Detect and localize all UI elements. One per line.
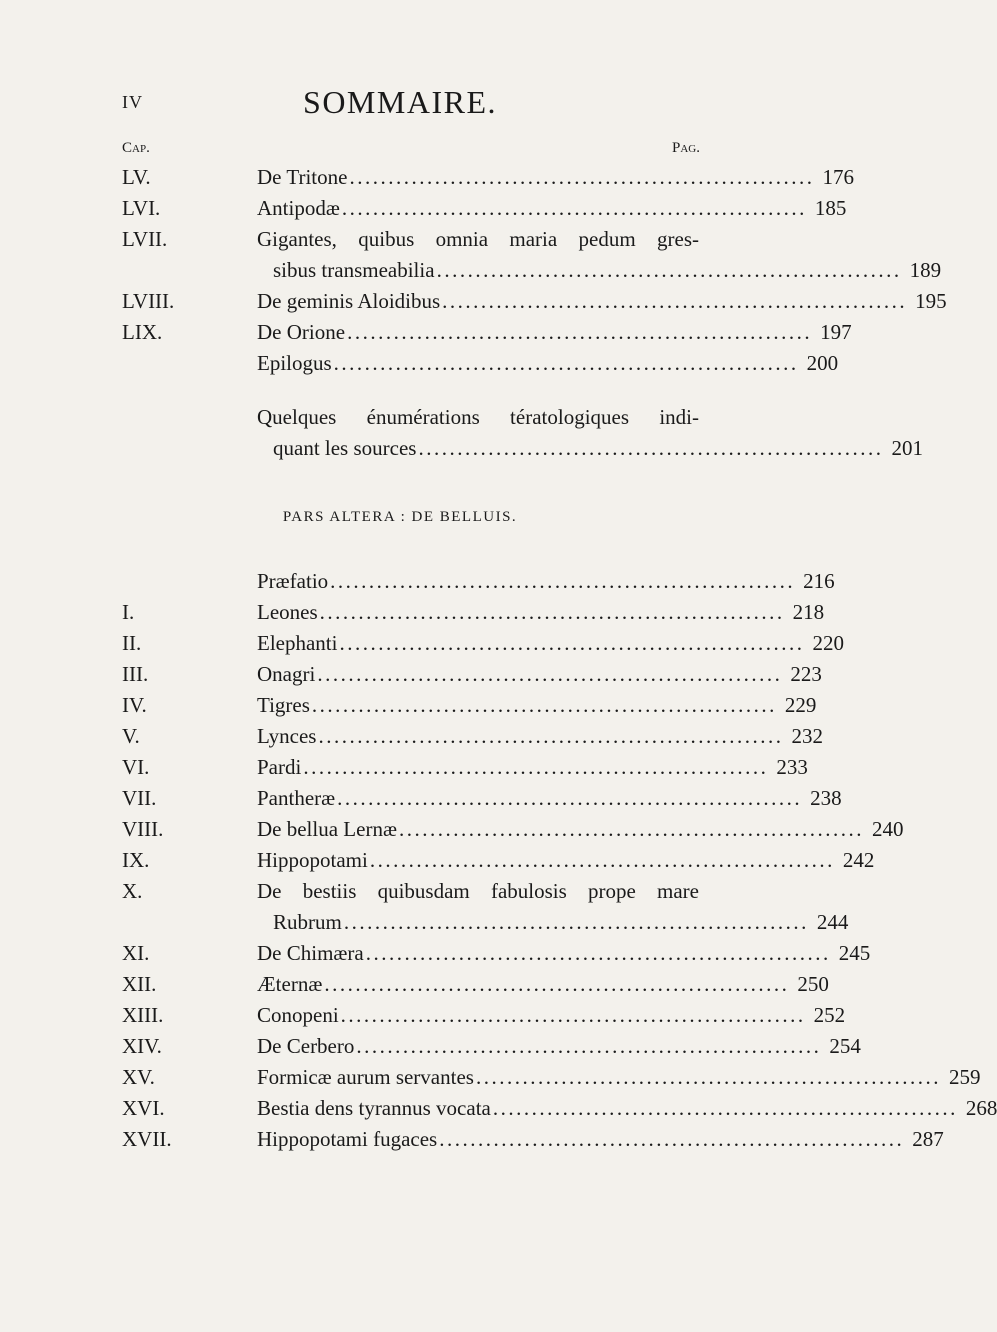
chapter-number: LVI. bbox=[122, 196, 161, 220]
chapter-number: LVIII. bbox=[122, 289, 175, 313]
toc-entry bbox=[0, 969, 829, 1000]
column-head-chapter: Cap. bbox=[122, 140, 150, 156]
entry-title-line1: De bestiis quibusdam fabulosis prope mare bbox=[257, 879, 699, 903]
dot-leader: ............................................................ bbox=[347, 320, 813, 344]
chapter-number: IX. bbox=[122, 848, 150, 872]
toc-entry bbox=[0, 752, 808, 783]
entry-title: Pantheræ bbox=[257, 786, 336, 810]
chapter-number: VI. bbox=[122, 755, 150, 779]
entry-title: Lynces bbox=[257, 724, 317, 748]
dot-leader: ............................................................ bbox=[442, 289, 908, 313]
dot-leader: ............................................................ bbox=[341, 196, 807, 220]
entry-title: Conopeni bbox=[257, 1003, 339, 1027]
page-reference: 245 bbox=[838, 941, 871, 965]
contents-section-1 bbox=[0, 162, 947, 379]
entry-title: De Orione bbox=[257, 320, 346, 344]
dot-leader: ............................................................ bbox=[324, 972, 790, 996]
entry-title: Hippopotami bbox=[257, 848, 368, 872]
dot-leader: ............................................................ bbox=[317, 662, 783, 686]
entry-title: Tigres bbox=[257, 693, 310, 717]
entry-title: De bellua Lernæ bbox=[257, 817, 397, 841]
toc-entry bbox=[0, 876, 849, 938]
page-reference: 268 bbox=[965, 1096, 997, 1120]
dot-leader: ............................................................ bbox=[318, 724, 784, 748]
chapter-number: XVI. bbox=[122, 1096, 165, 1120]
entry-title-line1: Gigantes, quibus omnia maria pedum gres- bbox=[257, 227, 699, 251]
dot-leader: ............................................................ bbox=[311, 693, 777, 717]
entry-title: quant les sources bbox=[273, 436, 417, 460]
dot-leader: ............................................................ bbox=[398, 817, 864, 841]
entry-title: Elephanti bbox=[257, 631, 338, 655]
toc-entry bbox=[0, 1093, 997, 1124]
dot-leader: ............................................................ bbox=[333, 351, 799, 375]
toc-entry bbox=[0, 783, 842, 814]
toc-entry bbox=[0, 566, 835, 597]
chapter-number: XIII. bbox=[122, 1003, 164, 1027]
entry-title: De Tritone bbox=[257, 165, 348, 189]
toc-entry bbox=[0, 1000, 846, 1031]
dot-leader: ............................................................ bbox=[340, 1003, 806, 1027]
page-reference: 254 bbox=[829, 1034, 861, 1058]
page-header bbox=[0, 84, 800, 124]
chapter-number: XV. bbox=[122, 1065, 155, 1089]
toc-entry bbox=[0, 814, 904, 845]
page-reference: 189 bbox=[909, 258, 942, 282]
page-reference: 242 bbox=[842, 848, 875, 872]
toc-entry bbox=[0, 721, 823, 752]
page-number: IV bbox=[122, 92, 143, 112]
dot-leader: ............................................................ bbox=[369, 848, 835, 872]
entry-title: Bestia dens tyrannus vocata bbox=[257, 1096, 491, 1120]
toc-entry bbox=[0, 628, 844, 659]
entry-title: Formicæ aurum servantes bbox=[257, 1065, 474, 1089]
running-title: SOMMAIRE. bbox=[303, 84, 497, 120]
dot-leader: ............................................................ bbox=[339, 631, 805, 655]
column-head-page: Pag. bbox=[672, 140, 700, 156]
entry-title: Leones bbox=[257, 600, 318, 624]
entry-title: De Chimæra bbox=[257, 941, 364, 965]
dot-leader: ............................................................ bbox=[349, 165, 815, 189]
chapter-number: III. bbox=[122, 662, 149, 686]
entry-title: De Cerbero bbox=[257, 1034, 355, 1058]
dot-leader: ............................................................ bbox=[337, 786, 803, 810]
entry-title-line1: Quelques énumérations tératologiques indi- bbox=[257, 405, 699, 429]
chapter-number: I. bbox=[122, 600, 135, 624]
page-reference: 201 bbox=[891, 436, 923, 460]
page-reference: 287 bbox=[912, 1127, 944, 1151]
chapter-number: II. bbox=[122, 631, 142, 655]
chapter-number: X. bbox=[122, 879, 143, 903]
chapter-number: LIX. bbox=[122, 320, 163, 344]
chapter-number: LVII. bbox=[122, 227, 168, 251]
entry-title: Rubrum bbox=[273, 910, 342, 934]
toc-entry bbox=[0, 659, 822, 690]
toc-entry bbox=[0, 845, 875, 876]
page-reference: 218 bbox=[792, 600, 825, 624]
entry-title: Præfatio bbox=[257, 569, 329, 593]
contents-section-2 bbox=[0, 566, 997, 1155]
dot-leader: ............................................................ bbox=[436, 258, 902, 282]
page-reference: 244 bbox=[816, 910, 849, 934]
toc-entry bbox=[0, 1124, 944, 1155]
entry-title: Pardi bbox=[257, 755, 302, 779]
dot-leader: ............................................................ bbox=[365, 941, 831, 965]
toc-entry bbox=[0, 193, 847, 224]
page-reference: 238 bbox=[810, 786, 842, 810]
page-reference: 200 bbox=[806, 351, 839, 375]
page-reference: 233 bbox=[776, 755, 808, 779]
chapter-number: V. bbox=[122, 724, 140, 748]
chapter-number: XIV. bbox=[122, 1034, 162, 1058]
toc-entry bbox=[0, 597, 825, 628]
dot-leader: ............................................................ bbox=[303, 755, 769, 779]
contents-appendix bbox=[0, 402, 923, 464]
dot-leader: ............................................................ bbox=[492, 1096, 958, 1120]
page-reference: 259 bbox=[948, 1065, 981, 1089]
chapter-number: LV. bbox=[122, 165, 151, 189]
chapter-number: VII. bbox=[122, 786, 157, 810]
toc-entry bbox=[0, 224, 942, 286]
toc-entry bbox=[0, 1031, 861, 1062]
page-reference: 185 bbox=[814, 196, 847, 220]
dot-leader: ............................................................ bbox=[475, 1065, 941, 1089]
toc-entry bbox=[0, 1062, 981, 1093]
page-reference: 232 bbox=[791, 724, 823, 748]
page-reference: 229 bbox=[784, 693, 817, 717]
page-reference: 195 bbox=[915, 289, 947, 313]
toc-entry bbox=[0, 317, 852, 348]
page-reference: 250 bbox=[797, 972, 829, 996]
dot-leader: ............................................................ bbox=[319, 600, 785, 624]
page-reference: 176 bbox=[822, 165, 854, 189]
entry-title: Epilogus bbox=[257, 351, 332, 375]
entry-title: Onagri bbox=[257, 662, 316, 686]
dot-leader: ............................................................ bbox=[330, 569, 796, 593]
page-reference: 252 bbox=[813, 1003, 846, 1027]
dot-leader: ............................................................ bbox=[343, 910, 809, 934]
chapter-number: IV. bbox=[122, 693, 147, 717]
dot-leader: ............................................................ bbox=[418, 436, 884, 460]
page-reference: 240 bbox=[871, 817, 904, 841]
entry-title: Hippopotami fugaces bbox=[257, 1127, 438, 1151]
chapter-number: VIII. bbox=[122, 817, 164, 841]
dot-leader: ............................................................ bbox=[439, 1127, 905, 1151]
part-heading: PARS ALTERA : DE BELLUIS. bbox=[282, 509, 518, 525]
entry-title: De geminis Aloidibus bbox=[257, 289, 441, 313]
toc-entry bbox=[0, 286, 947, 317]
dot-leader: ............................................................ bbox=[356, 1034, 822, 1058]
chapter-number: XII. bbox=[122, 972, 157, 996]
page-reference: 220 bbox=[812, 631, 844, 655]
chapter-number: XVII. bbox=[122, 1127, 172, 1151]
page-reference: 223 bbox=[790, 662, 822, 686]
page-reference: 197 bbox=[820, 320, 852, 344]
toc-entry bbox=[0, 348, 839, 379]
toc-entry bbox=[0, 690, 817, 721]
entry-title: Antipodæ bbox=[257, 196, 340, 220]
toc-entry bbox=[0, 938, 871, 969]
entry-title: Æternæ bbox=[257, 972, 323, 996]
entry-title: sibus transmeabilia bbox=[273, 258, 435, 282]
toc-entry bbox=[0, 162, 854, 193]
chapter-number: XI. bbox=[122, 941, 150, 965]
page-reference: 216 bbox=[803, 569, 835, 593]
toc-entry bbox=[0, 402, 923, 464]
